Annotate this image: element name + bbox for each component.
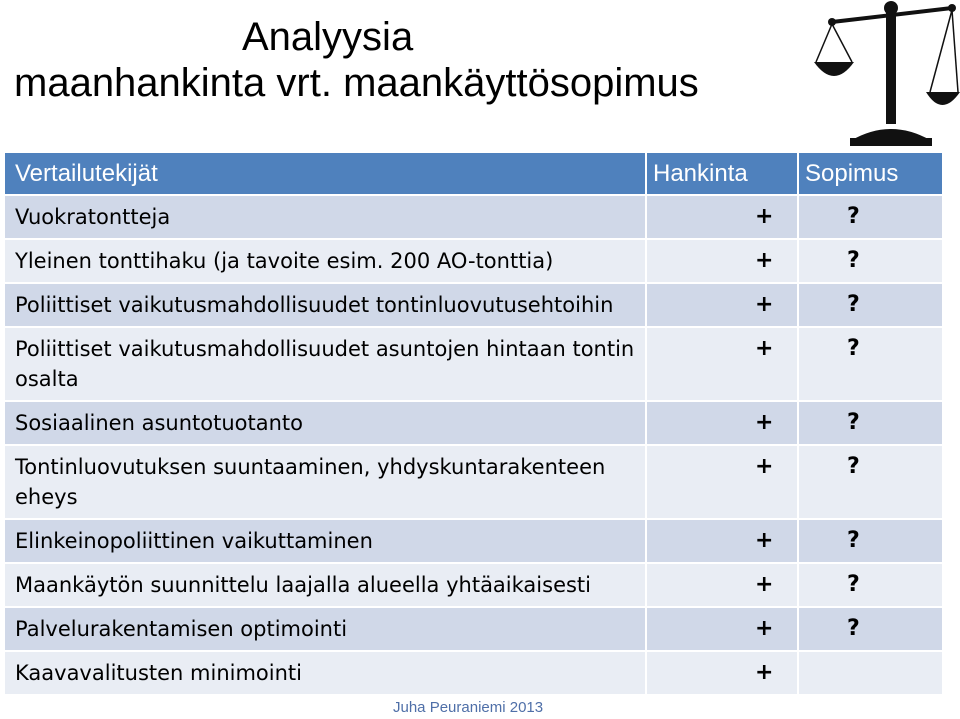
hankinta-cell: + (647, 608, 797, 650)
row-label: Kaavavalitusten minimointi (5, 652, 645, 694)
sopimus-cell: ? (799, 608, 942, 650)
sopimus-cell: ? (799, 240, 942, 282)
sopimus-cell: ? (799, 564, 942, 606)
sopimus-cell: ? (799, 196, 942, 238)
hankinta-cell: + (647, 284, 797, 326)
sopimus-cell: ? (799, 402, 942, 444)
title-line-2: maanhankinta vrt. maankäyttösopimus (14, 61, 699, 105)
sopimus-cell: ? (799, 328, 942, 400)
sopimus-cell (799, 652, 942, 694)
row-label: Tontinluovutuksen suuntaaminen, yhdyskuntarakenteen eheys (5, 446, 645, 518)
row-label: Palvelurakentamisen optimointi (5, 608, 645, 650)
table-row (5, 520, 942, 562)
table-row (5, 402, 942, 444)
sopimus-cell: ? (799, 520, 942, 562)
hankinta-cell: + (647, 402, 797, 444)
header-sopimus: Sopimus (799, 153, 942, 194)
comparison-table (3, 151, 944, 696)
hankinta-cell: + (647, 328, 797, 400)
footer-author: Juha Peuraniemi 2013 (393, 699, 544, 716)
row-label: Sosiaalinen asuntotuotanto (5, 402, 645, 444)
table-row (5, 652, 942, 694)
hankinta-cell: + (647, 564, 797, 606)
title-line-1: Analyysia (242, 15, 414, 59)
table-row (5, 608, 942, 650)
row-label: Elinkeinopoliittinen vaikuttaminen (5, 520, 645, 562)
hankinta-cell: + (647, 446, 797, 518)
row-label: Yleinen tonttihaku (ja tavoite esim. 200 AO-tonttia) (5, 240, 645, 282)
table-row (5, 446, 942, 518)
row-label: Vuokratontteja (5, 196, 645, 238)
hankinta-cell: + (647, 652, 797, 694)
table-row (5, 240, 942, 282)
table-header-row (5, 153, 942, 194)
row-label: Maankäytön suunnittelu laajalla alueella yhtäaikaisesti (5, 564, 645, 606)
table-row (5, 196, 942, 238)
header-hankinta: Hankinta (647, 153, 797, 194)
table-row (5, 564, 942, 606)
sopimus-cell: ? (799, 446, 942, 518)
hankinta-cell: + (647, 520, 797, 562)
table-row (5, 284, 942, 326)
balance-scale-icon (812, 0, 960, 150)
hankinta-cell: + (647, 240, 797, 282)
slide-title (14, 14, 794, 106)
table-row (5, 328, 942, 400)
header-vertailutekijat: Vertailutekijät (5, 153, 645, 194)
row-label: Poliittiset vaikutusmahdollisuudet asuntojen hintaan tontin osalta (5, 328, 645, 400)
hankinta-cell: + (647, 196, 797, 238)
sopimus-cell: ? (799, 284, 942, 326)
row-label: Poliittiset vaikutusmahdollisuudet tontinluovutusehtoihin (5, 284, 645, 326)
